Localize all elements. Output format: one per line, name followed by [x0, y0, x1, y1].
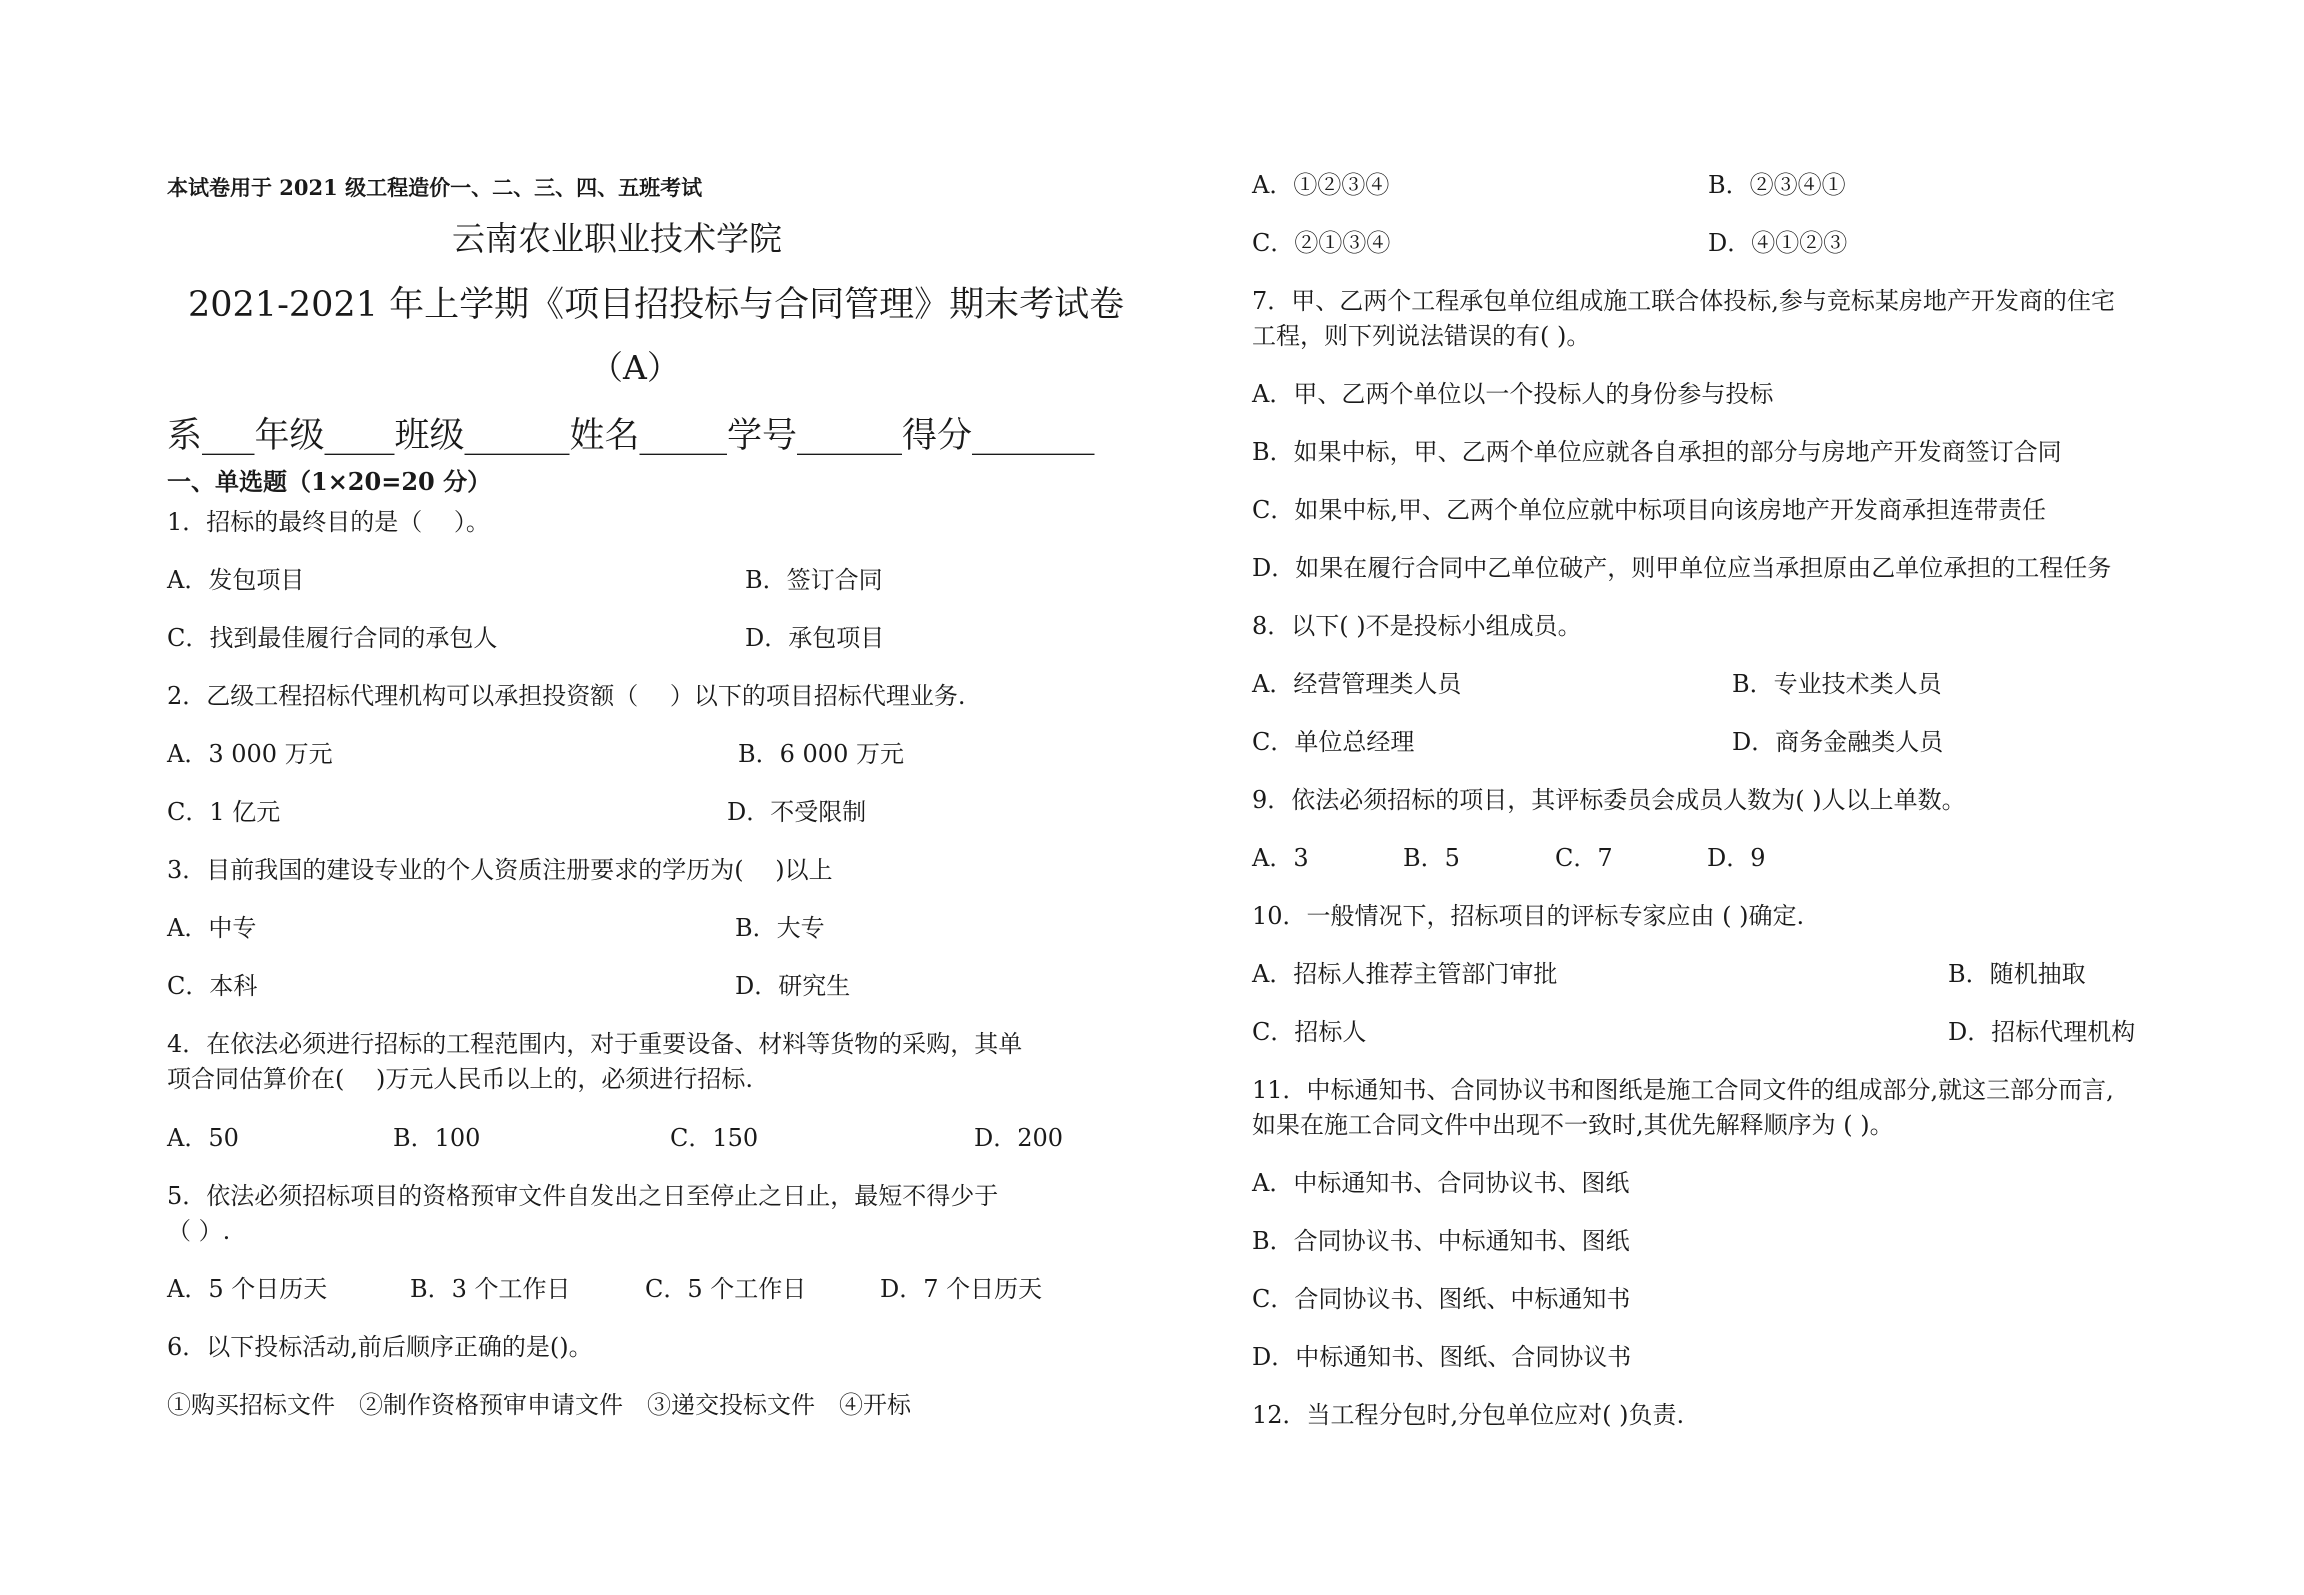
question-2-option-a: A．3 000 万元 — [167, 740, 333, 768]
question-4-option-c: C．150 — [670, 1124, 759, 1152]
question-6-steps: ①购买招标文件 ②制作资格预审申请文件 ③递交投标文件 ④开标 — [167, 1391, 911, 1419]
question-9-stem: 9．依法必须招标的项目，其评标委员会成员人数为( )人以上单数。 — [1252, 786, 1966, 814]
question-11-option-a: A．中标通知书、合同协议书、图纸 — [1252, 1169, 1630, 1197]
question-9-option-a: A．3 — [1252, 844, 1309, 872]
question-1-option-b: B．签订合同 — [745, 566, 883, 594]
question-11-option-b: B．合同协议书、中标通知书、图纸 — [1252, 1227, 1630, 1255]
question-10-stem: 10．一般情况下，招标项目的评标专家应由 ( )确定. — [1252, 902, 1805, 930]
question-8-stem: 8．以下( )不是投标小组成员。 — [1252, 612, 1582, 640]
question-2-stem: 2．乙级工程招标代理机构可以承担投资额（ ）以下的项目招标代理业务. — [167, 682, 966, 710]
question-11-option-c: C．合同协议书、图纸、中标通知书 — [1252, 1285, 1631, 1313]
question-2-option-d: D．不受限制 — [727, 798, 867, 826]
question-3-option-a: A．中专 — [167, 914, 257, 942]
question-1-option-c: C．找到最佳履行合同的承包人 — [167, 624, 498, 652]
question-9-option-c: C．7 — [1555, 844, 1613, 872]
question-1-stem: 1．招标的最终目的是（ ）。 — [167, 508, 490, 536]
question-11-option-d: D．中标通知书、图纸、合同协议书 — [1252, 1343, 1632, 1371]
question-10-option-a: A．招标人推荐主管部门审批 — [1252, 960, 1558, 988]
question-10-option-c: C．招标人 — [1252, 1018, 1367, 1046]
question-7-option-b: B．如果中标，甲、乙两个单位应就各自承担的部分与房地产开发商签订合同 — [1252, 438, 2062, 466]
question-4-stem-line-2: 项合同估算价在( )万元人民币以上的，必须进行招标. — [167, 1065, 753, 1093]
question-9-option-b: B．5 — [1403, 844, 1460, 872]
question-3-stem: 3．目前我国的建设专业的个人资质注册要求的学历为( )以上 — [167, 856, 833, 884]
question-9-option-d: D．9 — [1707, 844, 1766, 872]
question-7-option-c: C．如果中标,甲、乙两个单位应就中标项目向该房地产开发商承担连带责任 — [1252, 496, 2046, 524]
exam-version: （A） — [590, 348, 680, 387]
question-6-stem: 6．以下投标活动,前后顺序正确的是()。 — [167, 1333, 593, 1361]
question-7-option-d: D．如果在履行合同中乙单位破产，则甲单位应当承担原由乙单位承担的工程任务 — [1252, 554, 2112, 582]
question-3-option-c: C．本科 — [167, 972, 258, 1000]
question-6-option-d: D．④①②③ — [1708, 229, 1848, 257]
question-8-option-d: D．商务金融类人员 — [1732, 728, 1944, 756]
question-7-option-a: A．甲、乙两个单位以一个投标人的身份参与投标 — [1252, 380, 1774, 408]
question-4-option-a: A．50 — [167, 1124, 239, 1152]
question-8-option-b: B．专业技术类人员 — [1732, 670, 1942, 698]
question-7-stem-line-2: 工程，则下列说法错误的有( )。 — [1252, 322, 1591, 350]
question-3-option-d: D．研究生 — [735, 972, 851, 1000]
question-5-stem-line-2: （ ）. — [167, 1217, 231, 1245]
question-12-stem: 12．当工程分包时,分包单位应对( )负责. — [1252, 1401, 1685, 1429]
section-title: 一、单选题（1×20=20 分） — [167, 467, 492, 496]
question-11-stem-line-1: 11．中标通知书、合同协议书和图纸是施工合同文件的组成部分,就这三部分而言, — [1252, 1076, 2114, 1104]
question-5-option-d: D．7 个日历天 — [880, 1275, 1043, 1303]
question-1-option-a: A．发包项目 — [167, 566, 305, 594]
question-8-option-c: C．单位总经理 — [1252, 728, 1415, 756]
question-2-option-b: B．6 000 万元 — [738, 740, 904, 768]
question-5-option-b: B．3 个工作日 — [410, 1275, 571, 1303]
question-5-stem-line-1: 5．依法必须招标项目的资格预审文件自发出之日至停止之日止，最短不得少于 — [167, 1182, 999, 1210]
question-8-option-a: A．经营管理类人员 — [1252, 670, 1462, 698]
question-4-stem-line-1: 4．在依法必须进行招标的工程范围内，对于重要设备、材料等货物的采购，其单 — [167, 1030, 1023, 1058]
question-2-option-c: C．1 亿元 — [167, 798, 281, 826]
question-6-option-a: A．①②③④ — [1252, 171, 1390, 199]
question-11-stem-line-2: 如果在施工合同文件中出现不一致时,其优先解释顺序为 ( )。 — [1252, 1111, 1894, 1139]
question-10-option-b: B．随机抽取 — [1948, 960, 2086, 988]
question-4-option-b: B．100 — [393, 1124, 481, 1152]
question-7-stem-line-1: 7．甲、乙两个工程承包单位组成施工联合体投标,参与竞标某房地产开发商的住宅 — [1252, 287, 2115, 315]
question-5-option-a: A．5 个日历天 — [167, 1275, 328, 1303]
question-3-option-b: B．大专 — [735, 914, 825, 942]
exam-title: 2021-2021 年上学期《项目招投标与合同管理》期末考试卷 — [188, 285, 1125, 325]
student-info-line: 系___年级____班级______姓名_____学号______得分_______ — [167, 416, 1095, 456]
question-10-option-d: D．招标代理机构 — [1948, 1018, 2136, 1046]
question-4-option-d: D．200 — [974, 1124, 1064, 1152]
question-6-option-b: B．②③④① — [1708, 171, 1846, 199]
question-1-option-d: D．承包项目 — [745, 624, 885, 652]
question-6-option-c: C．②①③④ — [1252, 229, 1391, 257]
exam-scope-note: 本试卷用于 2021 级工程造价一、二、三、四、五班考试 — [167, 175, 703, 200]
question-5-option-c: C．5 个工作日 — [645, 1275, 807, 1303]
school-name: 云南农业职业技术学院 — [452, 219, 782, 258]
